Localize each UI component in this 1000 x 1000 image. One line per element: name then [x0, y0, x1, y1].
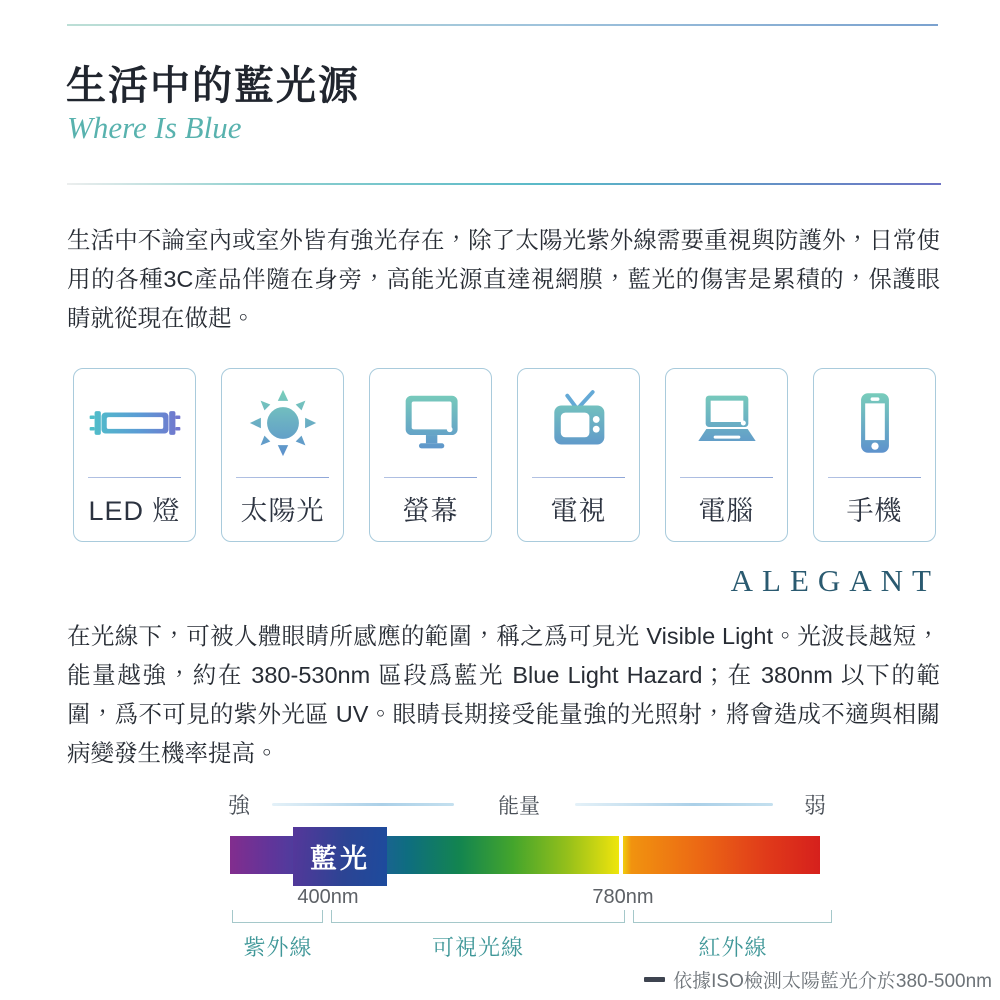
spectrum-780nm-gap: [619, 836, 623, 874]
card-divider: [236, 477, 329, 478]
dash-icon: [644, 977, 665, 982]
source-card-sunlight: [221, 368, 344, 542]
energy-line-right: [575, 803, 773, 806]
card-divider: [680, 477, 773, 478]
page-title: 生活中的藍光源: [66, 63, 360, 108]
header-divider: [67, 183, 941, 185]
source-card-label: 太陽光: [240, 496, 325, 526]
tick-400nm: 400nm: [297, 886, 359, 908]
band-label-uv: 紫外線: [243, 935, 313, 960]
source-card-label: LED 燈: [88, 496, 181, 526]
smartphone-icon: [814, 369, 935, 477]
source-card-monitor: [369, 368, 492, 542]
blue-light-badge: 藍光: [293, 827, 387, 886]
source-card-computer: [665, 368, 788, 542]
source-card-phone: [813, 368, 936, 542]
source-card-tv: [517, 368, 640, 542]
band-label-ir: 紅外線: [698, 935, 768, 960]
laptop-icon: [666, 369, 787, 477]
tv-icon: [518, 369, 639, 477]
brand-wordmark: ALEGANT: [730, 563, 940, 598]
blue-light-sources-row: [73, 368, 936, 542]
card-divider: [384, 477, 477, 478]
tick-780nm: 780nm: [592, 886, 654, 908]
band-label-visible: 可視光線: [431, 935, 525, 960]
source-card-label: 電腦: [698, 496, 755, 526]
visible-range-bracket: [331, 910, 625, 923]
monitor-icon: [370, 369, 491, 477]
energy-strong-label: 強: [228, 793, 251, 818]
card-divider: [88, 477, 181, 478]
iso-footnote: [644, 966, 992, 993]
sun-icon: [222, 369, 343, 477]
energy-weak-label: 弱: [804, 793, 827, 818]
energy-label: 能量: [498, 795, 540, 818]
page-subtitle: Where Is Blue: [67, 110, 242, 145]
source-card-label: 手機: [846, 496, 903, 526]
source-card-label: 電視: [550, 496, 607, 526]
source-card-led: [73, 368, 196, 542]
led-tube-icon: [74, 369, 195, 477]
source-card-label: 螢幕: [402, 496, 459, 526]
iso-footnote-text: 依據ISO檢測太陽藍光介於380-500nm: [673, 971, 992, 992]
intro-paragraph: 生活中不論室內或室外皆有強光存在，除了太陽光紫外線需要重視與防護外，日常使用的各種3C產品伴隨在身旁，高能光源直達視網膜，藍光的傷害是累積的，保護眼睛就從現在做起。: [67, 227, 940, 331]
top-divider: [67, 24, 938, 26]
visible-light-paragraph: 在光線下，可被人體眼睛所感應的範圍，稱之爲可見光 Visible Light。光波長越短，能量越強，約在 380-530nm 區段爲藍光 Blue Light Hazard；在 380nm 以下的範圍，爲不可見的紫外光區 UV。眼睛長期接受能量強的光照射，將會造成不適與相關病變發生機率提高。: [67, 623, 940, 766]
card-divider: [532, 477, 625, 478]
card-divider: [828, 477, 921, 478]
uv-range-bracket: [232, 910, 323, 923]
energy-line-left: [272, 803, 454, 806]
ir-range-bracket: [633, 910, 832, 923]
